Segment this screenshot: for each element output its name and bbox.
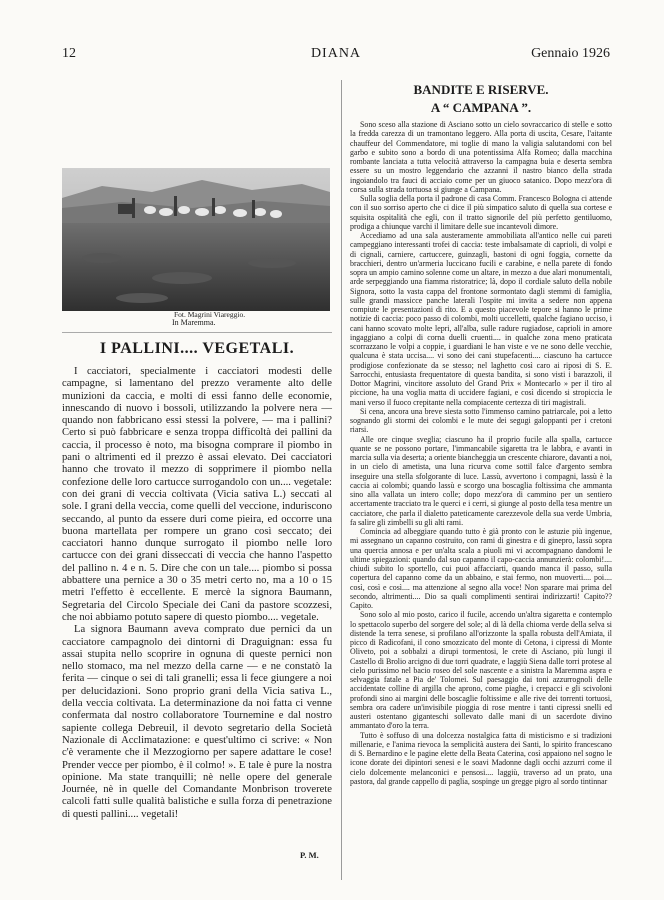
article-signature: P. M. <box>300 850 319 860</box>
paragraph: Sulla soglia della porta il padrone di casa Comm. Francesco Bologna ci attende con il suo sorriso aperto che ci dice il più simpatico saluto di quella sua cortese e squisita ospitalità che egli, con il tratto signorile del più perfetto gentiluomo, prodiga a chiunque varchi il limitare delle sue incantevoli dimore. <box>350 194 612 231</box>
page-number: 12 <box>62 46 76 61</box>
left-article-title: I PALLINI.... VEGETALI. <box>99 340 295 357</box>
paragraph: I cacciatori, specialmente i cacciatori modesti delle campagne, si lamentano del prezzo veramente alto delle munizioni da caccia, e molti di essi fanno delle economie, innescando di nuovo i bossoli, utilizzando la polvere nera — quando non fabbricano essi stessi la polvere, — ma i pallini? Certo si può fabbricare e senza troppa difficoltà dei pallini da caccia, il processo è noto, ma bisogna comprare il piombo in pani o altrimenti ed il prezzo è assai elevato. Dei cacciatori hanno che trovato il mezzo di sopprimere il piombo nella confezione delle loro cartucce surrogandolo con un.... vegetale: con dei grani di veccia coltivata (Vicia sativa L.) seccati al sole. I grani della veccia, come quelli del veccione, induriscono seccando, al punto da essere duri come pieira, ed occorre una buona martellata per rompere un grano così seccato; dei cacciatori hanno dunque surrogato il piombo nelle loro cartucce con dei grani disseccati di veccia che hanno l'aspetto del pallino n. 4 e n. 5. Dire che con un tale.... piombo si possa abbattere una pernice a 30 o 35 metri certo no, ma a 10 o 15 metri l'effetto è eccellente. E mercè la signora Baumann, Segretaria del Circolo Speciale dei Cani da pastore scozzesi, che noi abbiamo potuto sapere di questo piombo.... vegetale. <box>62 366 332 623</box>
photo-credit: Fot. Magrini Viareggio. <box>174 310 246 319</box>
right-article-body <box>350 120 612 786</box>
issue-date: Gennaio 1926 <box>531 46 610 61</box>
paragraph: Si cena, ancora una breve siesta sotto l'immenso camino patriarcale, poi a letto sognando gli stormi dei colombi e le mute dei segugi galoppanti per i cretoni riarsi. <box>350 406 612 435</box>
left-article-body <box>62 366 332 821</box>
magazine-title: DIANA <box>310 46 362 61</box>
paragraph: Sono solo al mio posto, carico il fucile, accendo un'altra sigaretta e contemplo lo spettacolo superbo del sorgere del sole; al di là della chioma verde della selva si distende la terra senese, si profilano all'orizzonte la spalla robusta dell'Amiata, il picco di Radicofani, il cono smozzicato del monte di Cetona, i cipressi di Monte Oliveto, poi a sobbalzi a dirupi tormentosi, le crete di Asciano, più lungi il Castello di Brolio arcigno di due torri quadrate, e laggiù Siena dalle torri protese al cielo purissimo nel bacio roseo del sole nascente e a sinistra la Maremma aspra e selvaggia fatale a Pia de' Tolomei. Sul paesaggio dai toni azzurrognoli delle accidentate colline di argilla che aprono, come piaghe, i crepacci e gli scivoloni profondi sino ai margini delle boscaglie foltissime e alle rive dei torrenti tortuosi, sembra ora cadere un'invisibile pioggia di rose mentre i tanti cipressi snelli ed austeri ostentano giganteschi sollevato dalle mani di un sacerdote divino ammantato d'oro la terra. <box>350 610 612 731</box>
paragraph: Comincia ad albeggiare quando tutto è già pronto con le astuzie più ingenue, mi assegnano un capanno costruito, con rami di ginestra e di ginepro, lassù sopra una quercia annosa e per un'alta scala a piuoli mi vi accompagnano dandomi le ultime spiegazioni: quando dal suo capanno il capo-caccia annunzierà: colombi!.... chiudi subito lo sportello, cui puoi affacciarti, quando manca il passo, sulla copertura del capanno come da un abbaino, e stai fermo, non muoverti.... poi.... così, così e così.... ma attenzione al segno alla voce! Non sparare mai prima del secondo, altrimenti.... Dio sa quali complimenti sentirai indirizzarti! Capito?? Capito. <box>350 527 612 610</box>
paragraph: La signora Baumann aveva comprato due pernici da un cacciatore campagnolo dei dintorni di Draguignan: essa fu assai stupita nello scoprire in ognuna di queste pernici non nello stomaco, ma nel mezzo della carne — e ne constatò la ferita — cinque o sei di tali granelli; essa li fece giungere a noi per delucidazioni. Sono proprio grani della Vicia sativa L., della veccia coltivata. La determinazione da noi fatta ci venne confermata dal nostro collaboratore Tournemine e dal nostro sapiente collega Debreuil, il devoto segretario della Società Nazionale di Acclimatazione: e quest'ultimo ci scrive: « Non c'è veramente che il Mezzogiorno per sapere adattare le cose! Prender vecce per piombo, è il colmo! ». E tale è pure la nostra opinione. Ma state tranquilli; nè nelle opere del generale Journée, nè in quelle del Comandante Monbrison troverete calcoli fatti sulle qualità balistiche e sulla forza di penetrazione di questi pallini.... vegetali! <box>62 624 332 820</box>
photo-caption: In Maremma. <box>172 318 216 327</box>
paragraph: Sono sceso alla stazione di Asciano sotto un cielo sovraccarico di stelle e sotto la fredda carezza di un tramontano leggero. Alla porta di uscita, Cesare, l'aitante chauffeur del Commendatore, mi toglie di mano la valigia salutandomi con bel garbo e subito sono a bordo di una potentissima Alfa Romeo; dalla macchina rombante lanciata a tutta velocità attraverso la campagna buia e deserta sembra essere su un mostro leggendario che azzanni il nastro bianco della strada ingoiandolo tra fauci di acciaio come per un giuoco satanico. Dopo mezz'ora di corsa sulla strada tortuosa si giunge a Campana. <box>350 120 612 194</box>
paragraph: Alle ore cinque sveglia; ciascuno ha il proprio fucile alla spalla, cartucce quante se ne possono portare, l'immancabile sigaretta tra le labbra, e avanti in marcia sulla via deserta; a oriente biancheggia un crescente chiarore, davanti a noi, in un cielo di ametista, una luna ricurva come sottil falce d'argento sembra inseguire una stella sfolgorante di luce. Lassù, avvertono i compagni, lassù è la caccia ai colombi; quando lassù e scorgo una boscaglia foltissima che ammanta sino alla vallata un intero colle; dopo mezz'ora di cammino per un sentiero accertamente tracciato tra le querci e i cerri, si giunge al posto della tesa mentre un cacciatore, che parla il dialetto pateticamente carezzevole della sua verde Umbria, fa salire gli zimbelli su gli alti rami. <box>350 434 612 527</box>
right-article-subtitle: A “ CAMPANA ”. <box>430 100 532 115</box>
right-article-title: BANDITE E RISERVE. <box>413 82 549 97</box>
maremma-photo <box>62 168 330 311</box>
paragraph: Accediamo ad una sala austeramente ammobiliata all'antico nelle cui pareti campeggiano interessanti trofei di caccia: teste imbalsamate di caprioli, di volpi e di cignali, carniere, cartuccere, guinzagli, bastoni di ogni foggia, cornette da bracchieri, dentro un'armeria luccicano fucili e carabine, e nella parete di fondo sopra un ampio camino solenne come un altare, in mezzo a due alari monumentali, arde serpeggiando una fiamma ristoratrice; là, dopo il cordiale saluto della nobile Signora, sotto la vasta cappa del frontone sormontato dagli stemmi di famiglia, sulle grandi massicce panche laterali l'ospite mi invita a sedere non appena compiute le presentazioni di rito. E a questo piacevole tepore si hanno le prime notizie di caccia: poco passo di colombi, molti uccelletti, qualche fagiano ucciso, i cani hanno scovato molte lepri, all'alba, sulle radure rugiadose, caprioli in amore ingaggiano a colpi di corna duelli cruenti.... in qualche zona meno praticata scorrazzano le volpi a coppie, i guardiani le han viste e ve ne sono delle vecchie, qualcuna è stata uccisa.... vi sono dei cani stupefacenti.... ciascuno ha cartucce prodigiose confezionate da se stesso; nel laghetto così caro ai riposi di S. E. Sarrocchi, entusiasta frequentatore di questa bandita, si sono visti i barazzoli, il Dottor Magrini, vincitore assoluto del Grand Prix « Montecarlo » per il tiro al piccione, ha una voglia matta di uccidere fagiani, e così dicendo si stropiccia le mani verso il fuoco crepitante nella compiacente certezza di tiri magistrali. <box>350 231 612 407</box>
paragraph: Tutto è soffuso di una dolcezza nostalgica fatta di misticismo e si tradizioni millenarie, e l'anima rievoca la semplicità austera dei Santi, lo spirito francescano di S. Bernardino e le pagine elette della Beata Caterina, così appaiono nel sogno le icone dorate dei dipintori senesi e le soavi Madonne dagli occhi azzurri come il cielo dolcemente melanconici e pensosi.... laggiù, traverso ad un prato, una pastora, dal grande cappello di paglia, sospinge un gregge pigro al sordo tintinnar <box>350 730 612 786</box>
column-divider <box>341 80 342 880</box>
section-rule <box>62 332 332 333</box>
